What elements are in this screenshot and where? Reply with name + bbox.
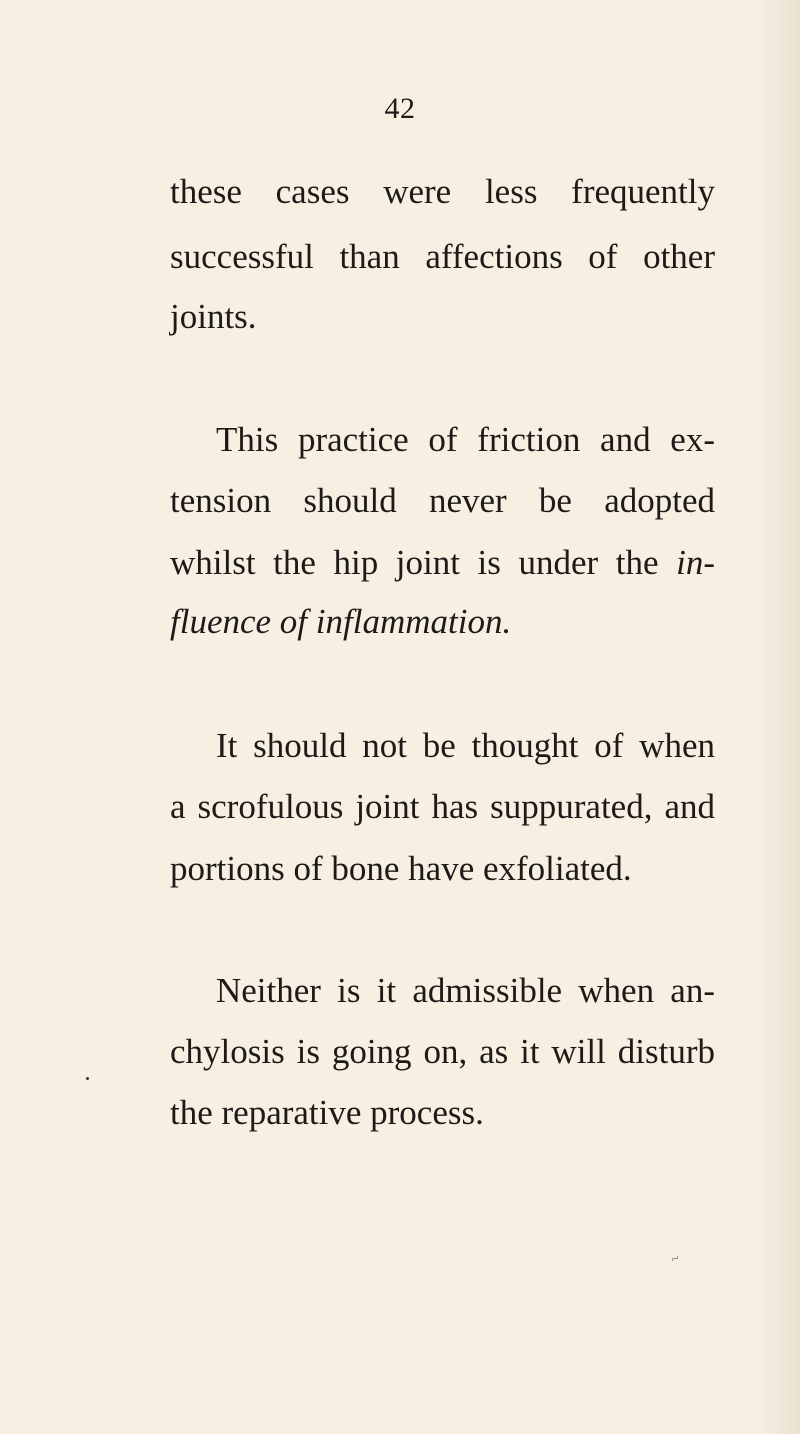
- text-line: chylosis is going on, as it will disturb: [170, 1032, 715, 1071]
- text-line: [170, 543, 715, 583]
- text-line: these cases were less frequently: [170, 172, 715, 211]
- text-line: joints.: [170, 297, 257, 336]
- text-line: the reparative process.: [170, 1093, 484, 1132]
- text-line: It should not be thought of when: [216, 726, 715, 765]
- text-line: Neither is it admissible when an-: [216, 971, 715, 1010]
- text-segment: whilst the hip joint is under the: [170, 543, 659, 582]
- pencil-mark: ~: [668, 1251, 683, 1268]
- text-line: a scrofulous joint has suppurated, and: [170, 787, 715, 826]
- text-line: This practice of friction and ex-: [216, 420, 715, 459]
- page-number: 42: [384, 92, 416, 125]
- ink-speck: [86, 1077, 89, 1080]
- text-line: tension should never be adopted: [170, 481, 715, 520]
- italic-text-line: fluence of inflammation.: [170, 602, 512, 641]
- page-edge-shadow: [760, 0, 800, 1434]
- text-line: portions of bone have exfoliated.: [170, 849, 632, 888]
- text-line: successful than affections of other: [170, 237, 715, 276]
- italic-text-segment: in-: [676, 543, 715, 582]
